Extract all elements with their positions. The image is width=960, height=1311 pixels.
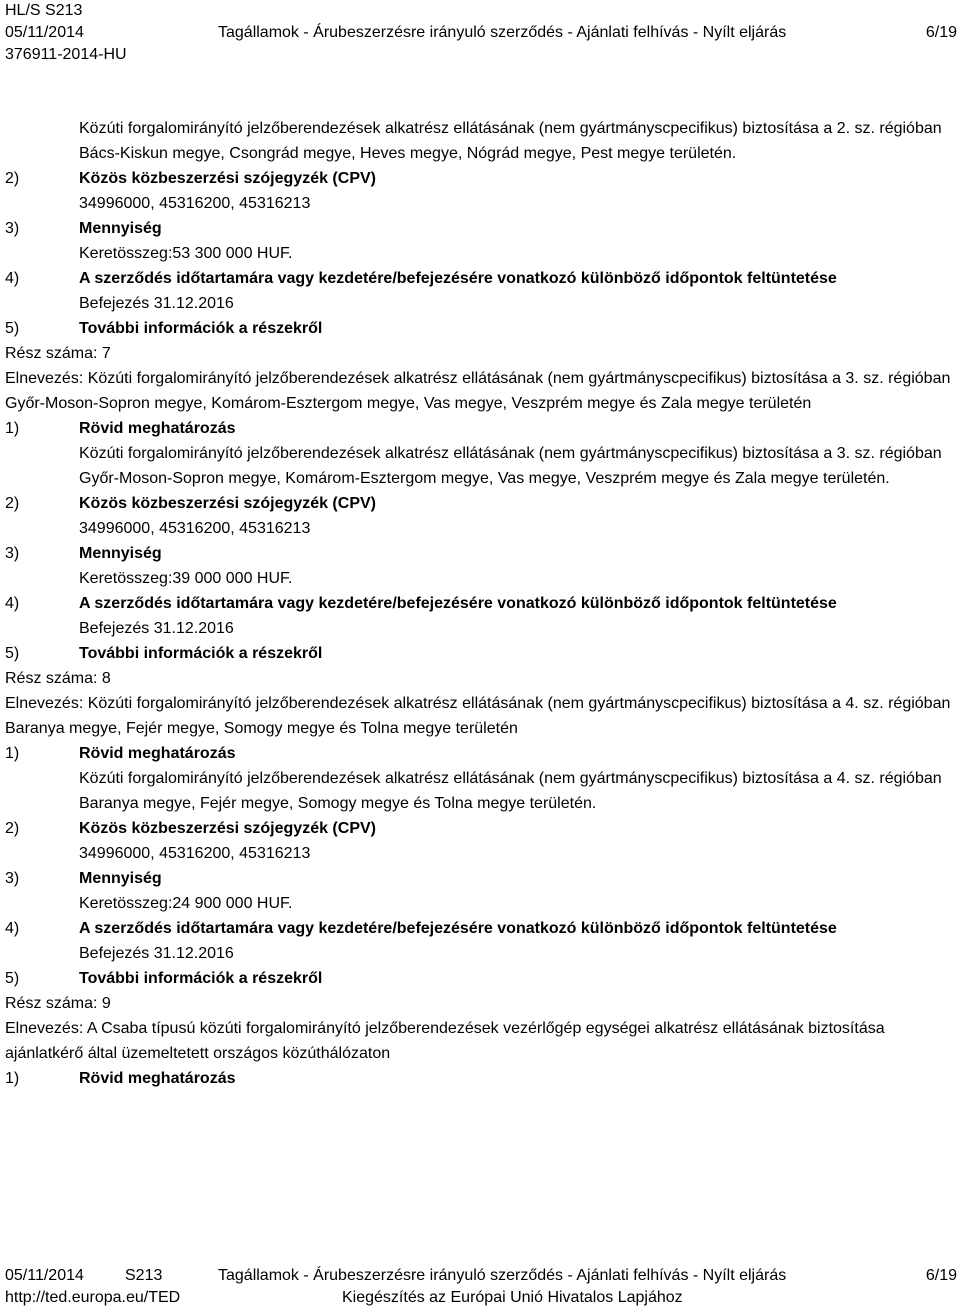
lot6-cpv-codes: 34996000, 45316200, 45316213 xyxy=(79,195,311,212)
lot7-cpv-codes: 34996000, 45316200, 45316213 xyxy=(79,520,311,537)
lot8-more-info-heading: 5) További információk a részekről xyxy=(5,970,323,987)
lot6-more-info-heading: 5) További információk a részekről xyxy=(5,320,323,337)
lot6-quantity-heading: 3) Mennyiség xyxy=(5,220,162,237)
lot6-end-date: Befejezés 31.12.2016 xyxy=(79,295,234,312)
lot8-number: Rész száma: 8 xyxy=(5,670,111,687)
lot8-quantity-heading: 3) Mennyiség xyxy=(5,870,162,887)
lot7-more-info-heading: 5) További információk a részekről xyxy=(5,645,323,662)
header-series: HL/S S213 xyxy=(5,2,83,19)
lot7-cpv-heading: 2) Közös közbeszerzési szójegyzék (CPV) xyxy=(5,495,376,512)
lot9-name: Elnevezés: A Csaba típusú közúti forgalomirányító jelzőberendezések vezérlőgép egységei alkatrész ellátásának biztosítása ajánlatkérő által üzemeltetett országos közúthálózaton xyxy=(5,1020,885,1062)
lot7-quantity: Keretösszeg:39 000 000 HUF. xyxy=(79,570,293,587)
footer-series: S213 xyxy=(125,1267,163,1284)
footer-date: 05/11/2014 xyxy=(5,1267,84,1284)
lot7-number: Rész száma: 7 xyxy=(5,345,111,362)
lot7-quantity-heading: 3) Mennyiség xyxy=(5,545,162,562)
page-header xyxy=(5,0,957,66)
lot8-description: Közúti forgalomirányító jelzőberendezések alkatrész ellátásának (nem gyártmányscpecifikus) biztosítása a 4. sz. régióban Baranya megye, Fejér megye, Somogy megye és Tolna megye területén. xyxy=(79,770,942,812)
footer-page-number: 6/19 xyxy=(925,1267,957,1284)
document-body xyxy=(5,116,955,1091)
lot7-name: Elnevezés: Közúti forgalomirányító jelzőberendezések alkatrész ellátásának (nem gyártmányscpecifikus) biztosítása a 3. sz. régióban Győr-Moson-Sopron megye, Komárom-Esztergom megye, Vas megye, Veszprém megye és Zala megye területén xyxy=(5,370,951,412)
header-page-number: 6/19 xyxy=(925,24,957,41)
lot8-duration-heading: 4) A szerződés időtartamára vagy kezdetére/befejezésére vonatkozó különböző időpontok feltüntetése xyxy=(5,920,837,937)
lot7-end-date: Befejezés 31.12.2016 xyxy=(79,620,234,637)
lot8-short-desc-heading: 1) Rövid meghatározás xyxy=(5,745,236,762)
lot6-description: Közúti forgalomirányító jelzőberendezések alkatrész ellátásának (nem gyártmányscpecifikus) biztosítása a 2. sz. régióban Bács-Kiskun megye, Csongrád megye, Heves megye, Nógrád megye, Pest megye területén. xyxy=(79,120,942,162)
lot9-number: Rész száma: 9 xyxy=(5,995,111,1012)
lot7-description: Közúti forgalomirányító jelzőberendezések alkatrész ellátásának (nem gyártmányscpecifikus) biztosítása a 3. sz. régióban Győr-Moson-Sopron megye, Komárom-Esztergom megye, Vas megye, Veszprém megye és Zala megye területén. xyxy=(79,445,942,487)
lot6-cpv-heading: 2) Közös közbeszerzési szójegyzék (CPV) xyxy=(5,170,376,187)
lot6-quantity: Keretösszeg:53 300 000 HUF. xyxy=(79,245,293,262)
footer-supplement: Kiegészítés az Európai Unió Hivatalos Lapjához xyxy=(342,1289,683,1306)
lot8-quantity: Keretösszeg:24 900 000 HUF. xyxy=(79,895,293,912)
page-footer xyxy=(5,1265,957,1309)
footer-title: Tagállamok - Árubeszerzésre irányuló szerződés - Ajánlati felhívás - Nyílt eljárás xyxy=(218,1267,787,1284)
lot8-end-date: Befejezés 31.12.2016 xyxy=(79,945,234,962)
lot6-duration-heading: 4) A szerződés időtartamára vagy kezdetére/befejezésére vonatkozó különböző időpontok feltüntetése xyxy=(5,270,837,287)
lot7-duration-heading: 4) A szerződés időtartamára vagy kezdetére/befejezésére vonatkozó különböző időpontok feltüntetése xyxy=(5,595,837,612)
header-date: 05/11/2014 xyxy=(5,24,84,41)
header-reference: 376911-2014-HU xyxy=(5,46,127,63)
lot7-short-desc-heading: 1) Rövid meghatározás xyxy=(5,420,236,437)
header-title: Tagállamok - Árubeszerzésre irányuló szerződés - Ajánlati felhívás - Nyílt eljárás xyxy=(218,24,787,41)
lot8-cpv-codes: 34996000, 45316200, 45316213 xyxy=(79,845,311,862)
lot8-name: Elnevezés: Közúti forgalomirányító jelzőberendezések alkatrész ellátásának (nem gyártmányscpecifikus) biztosítása a 4. sz. régióban Baranya megye, Fejér megye, Somogy megye és Tolna megye területén xyxy=(5,695,951,737)
lot8-cpv-heading: 2) Közös közbeszerzési szójegyzék (CPV) xyxy=(5,820,376,837)
lot9-short-desc-heading: 1) Rövid meghatározás xyxy=(5,1070,236,1087)
footer-url: http://ted.europa.eu/TED xyxy=(5,1289,181,1306)
